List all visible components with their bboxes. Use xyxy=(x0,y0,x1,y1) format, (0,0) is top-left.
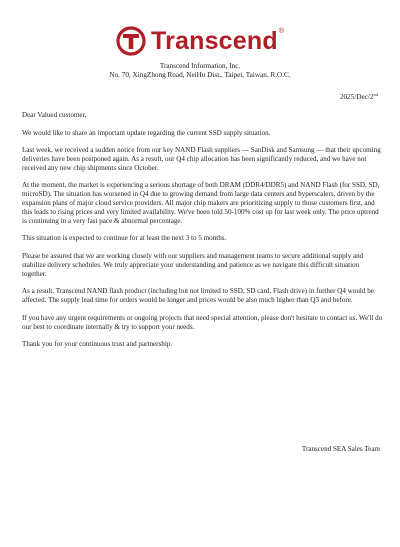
greeting: Dear Valued customer, xyxy=(22,111,87,119)
signature: Transcend SEA Sales Team xyxy=(301,445,380,453)
logo-wordmark: Transcend xyxy=(150,27,278,55)
date-text: 2025/Dec/2 xyxy=(339,93,374,101)
paragraph: If you have any urgent requirements or ongoing projects that need special attention, please don't hesitate to contact us. We'll do our best to coordinate internally & try to support your needs. xyxy=(22,313,383,331)
paragraph: We would like to share an important update regarding the current SSD supply situation. xyxy=(22,128,271,137)
company-address: No. 70, XingZhong Road, NeiHu Dist., Taipei, Taiwan, R.O.C. xyxy=(109,71,291,79)
letterhead xyxy=(0,22,400,80)
paragraph: Please be assured that we are working closely with our suppliers and management teams to secure additional supply and stabilize delivery schedules. We truly appreciate your understanding and patience as we navigate this difficult situation together. xyxy=(22,251,364,278)
paragraph: As a result, Transcend NAND flash product (including but not limited to SSD, SD card, Flash drive) in further Q4 would be affected. The supply lead time for orders would be longer and prices would be also much higher than Q3 and before. xyxy=(22,287,374,305)
registered-mark: ® xyxy=(278,28,285,35)
letter-date xyxy=(340,92,378,101)
company-logo xyxy=(0,22,400,60)
letter-body xyxy=(22,111,384,358)
closing-paragraph: Thank you for your continuous trust and partnership. xyxy=(22,340,173,349)
date-suffix: nd xyxy=(373,92,378,97)
transcend-logo-icon xyxy=(116,26,146,56)
paragraph: Last week, we received a sudden notice from our key NAND Flash suppliers — SanDisk and Samsung — that their upcoming deliveries have been postponed again. As a result, our Q4 chip allocation has been significantly reduced, and we have not received any new chip shipments since October. xyxy=(22,146,381,172)
paragraph: At the moment, the market is experiencing a serious shortage of both DRAM (DDR4/DDR5) and NAND Flash (for SSD, SD, microSD). The situation has worsened in Q4 due to growing demand from large data centers and hyperscalers, driven by the expansion plans of major cloud service providers. All major chip makers are prioritizing supply to those customers first, and this leads to rising prices and very limited availability. We've been told 50-100% cost up for last week only. The price uptrend is continuing in a very fast pace & abnormal percentage. xyxy=(22,181,380,225)
company-name: Transcend Information, Inc. xyxy=(159,62,241,70)
paragraph: This situation is expected to continue for at least the next 3 to 5 months. xyxy=(22,234,227,243)
